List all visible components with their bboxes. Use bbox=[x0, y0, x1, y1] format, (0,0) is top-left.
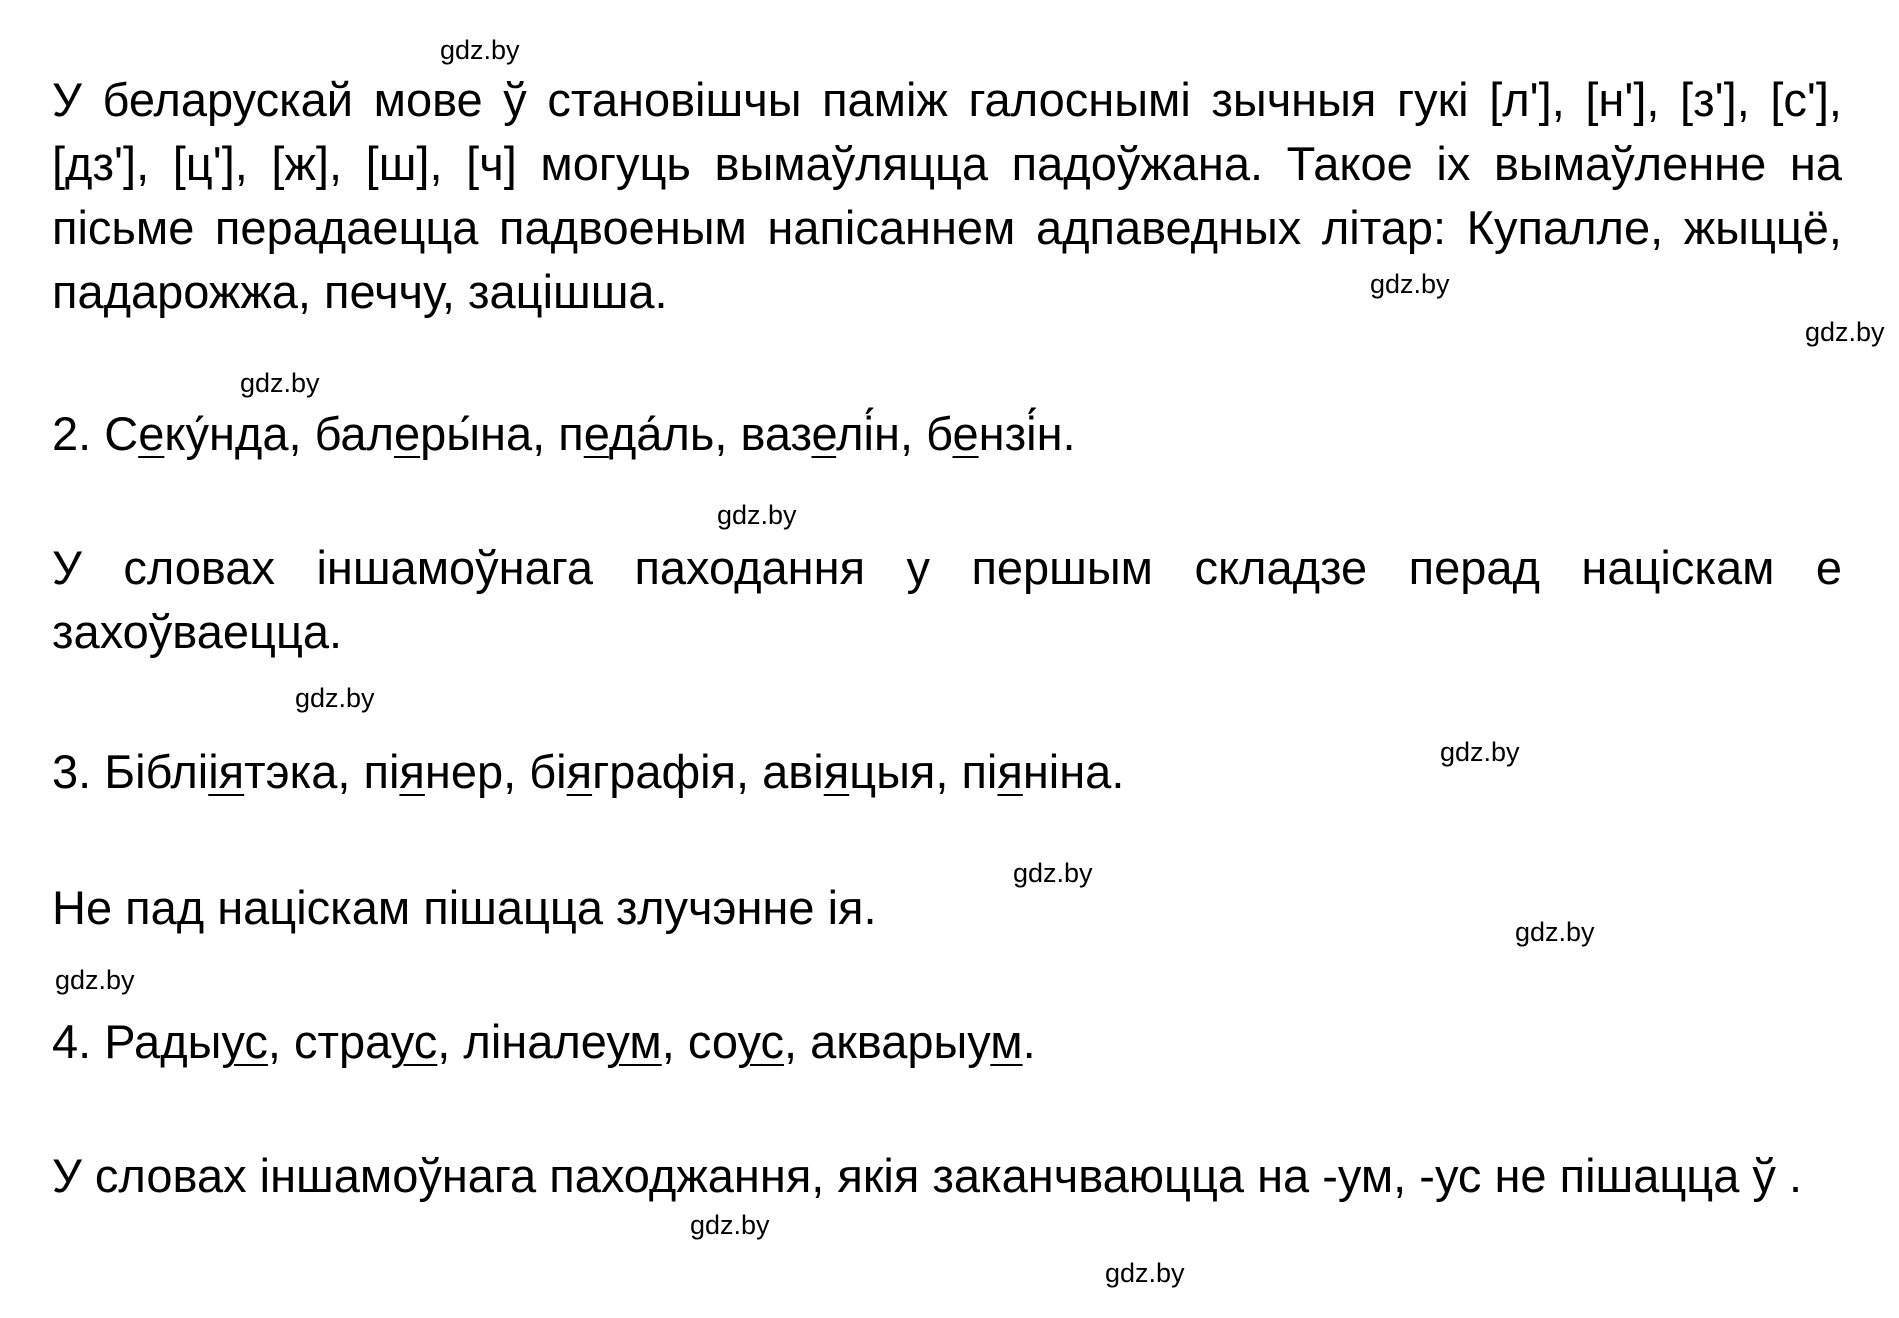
paragraph-intro: У беларускай мове ў становішчы паміж галоснымі зычныя гукі [л'], [н'], [з'], [с'], [дз'], [ц'], [ж], [ш], [ч] могуць вымаўляцца падоўжана. Такое іх вымаўленне на пісьме перадаецца падвоеным напісаннем адпаведных літар: Купалле, жыццё, падарожжа, печчу, зацішша. bbox=[52, 73, 1842, 318]
item-3 bbox=[52, 740, 1842, 804]
example-word: педа́ль, bbox=[558, 407, 728, 460]
item-4 bbox=[52, 1010, 1842, 1074]
example-word: авіяцыя, bbox=[762, 745, 949, 798]
watermark: gdz.by bbox=[717, 500, 797, 530]
underlined-letters: ус bbox=[390, 1015, 438, 1068]
watermark: gdz.by bbox=[1515, 917, 1595, 947]
example-word: вазелі́н, bbox=[740, 407, 914, 460]
underlined-letters: м bbox=[990, 1015, 1023, 1068]
example-word: Секу́нда, bbox=[104, 407, 302, 460]
watermark: gdz.by bbox=[690, 1210, 770, 1240]
example-word: піяніна. bbox=[961, 745, 1125, 798]
item-2 bbox=[52, 402, 1842, 466]
watermark: gdz.by bbox=[1440, 737, 1520, 767]
underlined-letters: я bbox=[566, 745, 593, 798]
underlined-letters: е bbox=[394, 407, 421, 460]
underlined-letters: ум bbox=[606, 1015, 662, 1068]
underlined-letters: я bbox=[997, 745, 1023, 798]
example-word: соус, bbox=[687, 1015, 798, 1068]
underlined-letters: е bbox=[811, 407, 837, 460]
watermark: gdz.by bbox=[55, 965, 135, 995]
underlined-letters: я bbox=[399, 745, 425, 798]
underlined-letters: е bbox=[138, 407, 165, 460]
item-number: 4. bbox=[52, 1015, 105, 1068]
paragraph-rule-4: У словах іншамоўнага паходжання, якія заканчваюцца на -ум, -ус не пішацца ў . bbox=[52, 1149, 1803, 1202]
paragraph-rule-2: У словах іншамоўнага паходання у першым складзе перад націскам е захоўваецца. bbox=[52, 541, 1842, 658]
item-number: 2. bbox=[52, 407, 105, 460]
underlined-letters: ус bbox=[221, 1015, 268, 1068]
example-word: піянер, bbox=[363, 745, 517, 798]
example-word: біяграфія, bbox=[529, 745, 750, 798]
watermark: gdz.by bbox=[240, 368, 320, 398]
underlined-letters: я bbox=[823, 745, 850, 798]
underlined-letters: ія bbox=[208, 745, 245, 798]
watermark: gdz.by bbox=[295, 683, 375, 713]
watermark: gdz.by bbox=[1013, 858, 1093, 888]
underlined-letters: е bbox=[583, 407, 609, 460]
example-word: Біблііятэка, bbox=[104, 745, 351, 798]
underlined-letters: ус bbox=[737, 1015, 784, 1068]
watermark: gdz.by bbox=[1105, 1258, 1185, 1288]
example-word: страус, bbox=[294, 1015, 451, 1068]
watermark: gdz.by bbox=[440, 35, 520, 65]
example-word: акварыум. bbox=[810, 1015, 1036, 1068]
watermark: gdz.by bbox=[1805, 317, 1885, 347]
example-word: балеры́на, bbox=[314, 407, 546, 460]
example-word: Радыус, bbox=[104, 1015, 281, 1068]
item-number: 3. bbox=[52, 745, 105, 798]
underlined-letters: е bbox=[952, 407, 979, 460]
example-word: бензі́н. bbox=[926, 407, 1076, 460]
example-word: ліналеум, bbox=[463, 1015, 675, 1068]
paragraph-rule-3: Не пад націскам пішацца злучэнне ія. bbox=[52, 881, 877, 934]
watermark: gdz.by bbox=[1370, 269, 1450, 299]
